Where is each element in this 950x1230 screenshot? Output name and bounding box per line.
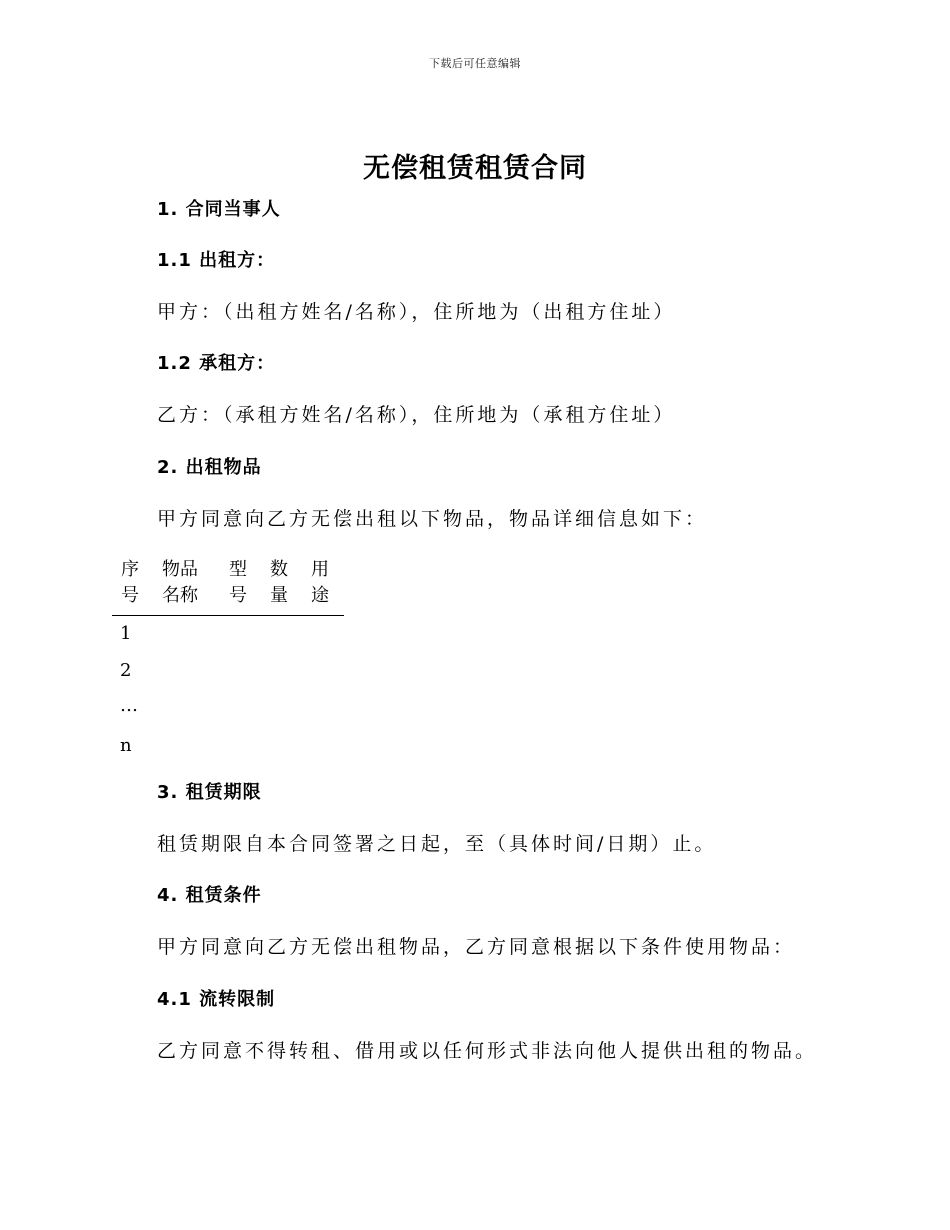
table-header-cell: 序 号 [121,559,139,606]
table-row: … [120,695,138,716]
table-row: 1 [120,623,132,644]
section-1-1-heading: 1.1 出租方： [157,250,276,271]
header-note: 下载后可任意编辑 [429,57,521,70]
section-4-text: 甲方同意向乙方无偿出租物品，乙方同意根据以下条件使用物品： [157,936,796,958]
section-3-heading: 3. 租赁期限 [157,782,262,803]
table-header-row [112,557,344,616]
section-2-heading: 2. 出租物品 [157,457,262,478]
table-header-cell: 型 号 [229,559,247,606]
section-1-1-text: 甲方：（出租方姓名/名称），住所地为（出租方住址） [157,301,676,323]
table-row: n [120,735,132,756]
table-header-cell: 数 量 [270,559,288,606]
section-4-heading: 4. 租赁条件 [157,885,262,906]
items-table [112,557,344,616]
section-1-2-heading: 1.2 承租方： [157,353,276,374]
section-1-heading: 1. 合同当事人 [157,199,281,220]
section-4-1-heading: 4.1 流转限制 [157,989,276,1010]
section-1-2-text: 乙方：（承租方姓名/名称），住所地为（承租方住址） [157,404,676,426]
table-row: 2 [120,660,132,681]
section-4-1-text: 乙方同意不得转租、借用或以任何形式非法向他人提供出租的物品。 [157,1040,818,1062]
table-header-cell: 用 途 [311,559,329,606]
section-2-text: 甲方同意向乙方无偿出租以下物品，物品详细信息如下： [157,508,708,530]
section-3-text: 租赁期限自本合同签署之日起，至（具体时间/日期）止。 [157,833,717,855]
document-title: 无偿租赁租赁合同 [363,153,587,184]
table-header-cell: 物品 名称 [162,559,198,606]
